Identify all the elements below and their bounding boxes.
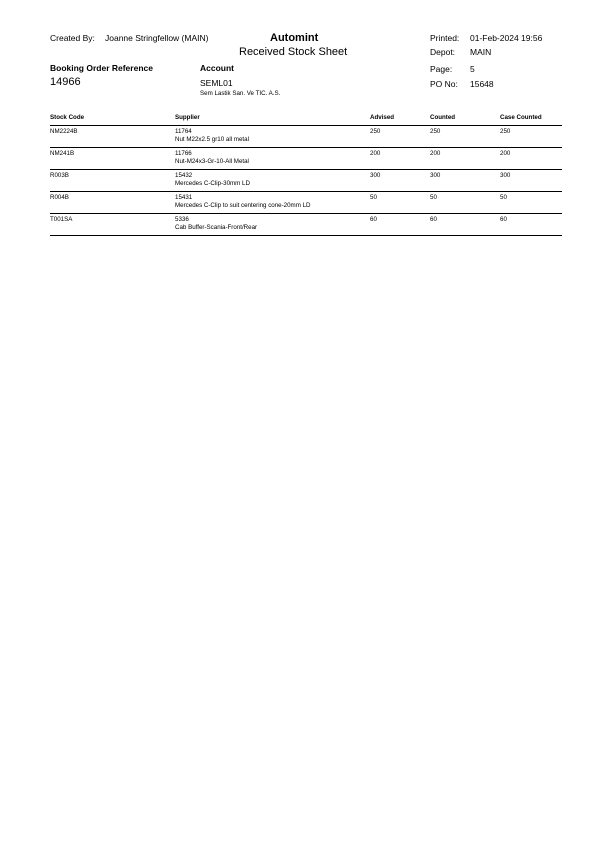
supplier-ref: 15432	[175, 172, 193, 179]
supplier-cell	[175, 216, 257, 231]
item-description: Cab Buffer-Scania-Front/Rear	[175, 223, 258, 231]
table-row	[50, 214, 562, 236]
booking-ref-label: Booking Order Reference	[50, 63, 153, 73]
advised-qty: 300	[370, 172, 381, 179]
sheet-title: Received Stock Sheet	[239, 46, 348, 58]
created-by-label: Created By:	[50, 33, 95, 43]
supplier-cell	[175, 194, 311, 209]
supplier-cell	[175, 150, 249, 165]
item-description: Nut-M24x3-Gr-10-All Metal	[175, 157, 249, 165]
case-counted-qty: 250	[500, 128, 511, 135]
counted-qty: 50	[430, 194, 437, 201]
case-counted-qty: 50	[500, 194, 507, 201]
account-code: SEML01	[200, 78, 233, 88]
supplier-ref: 15431	[175, 194, 193, 201]
supplier-cell	[175, 172, 250, 187]
item-description: Mercedes C-Clip-30mm LD	[175, 179, 250, 187]
page-value: 5	[470, 64, 475, 74]
created-by-value: Joanne Stringfellow (MAIN)	[105, 33, 209, 43]
counted-qty: 250	[430, 128, 441, 135]
supplier-ref: 11766	[175, 150, 192, 157]
case-counted-qty: 60	[500, 216, 507, 223]
account-name: Sem Lastik San. Ve TIC. A.S.	[200, 90, 281, 97]
item-description: Nut M22x2.5 gr10 all metal	[175, 135, 249, 143]
col-supplier: Supplier	[175, 114, 200, 121]
printed-value: 01-Feb-2024 19:56	[470, 33, 543, 43]
table-header	[50, 113, 562, 126]
company-name: Automint	[270, 32, 319, 44]
table-row	[50, 170, 562, 192]
col-stock-code: Stock Code	[50, 114, 85, 121]
supplier-ref: 11764	[175, 128, 192, 135]
stock-code: R003B	[50, 172, 69, 179]
table-row	[50, 126, 562, 148]
depot-value: MAIN	[470, 47, 492, 57]
counted-qty: 60	[430, 216, 437, 223]
supplier-cell	[175, 128, 249, 143]
col-case-counted: Case Counted	[500, 114, 542, 121]
stock-code: R004B	[50, 194, 69, 201]
counted-qty: 200	[430, 150, 441, 157]
advised-qty: 200	[370, 150, 381, 157]
case-counted-qty: 200	[500, 150, 511, 157]
counted-qty: 300	[430, 172, 441, 179]
account-label: Account	[200, 63, 234, 73]
stock-code: T001SA	[50, 216, 73, 223]
table-row	[50, 148, 562, 170]
advised-qty: 60	[370, 216, 377, 223]
page-label: Page:	[430, 64, 453, 74]
case-counted-qty: 300	[500, 172, 511, 179]
advised-qty: 50	[370, 194, 377, 201]
stock-code: NM2224B	[50, 128, 78, 135]
po-label: PO No:	[430, 79, 458, 89]
po-value: 15648	[470, 79, 494, 89]
item-description: Mercedes C-Clip to suit centering cone-20mm LD	[175, 201, 311, 209]
col-counted: Counted	[430, 114, 456, 121]
table-row	[50, 192, 562, 214]
advised-qty: 250	[370, 128, 381, 135]
booking-ref-value: 14966	[50, 76, 81, 88]
supplier-ref: 5336	[175, 216, 189, 223]
depot-label: Depot:	[430, 47, 456, 57]
col-advised: Advised	[370, 114, 395, 121]
stock-code: NM241B	[50, 150, 75, 157]
printed-label: Printed:	[430, 33, 460, 43]
